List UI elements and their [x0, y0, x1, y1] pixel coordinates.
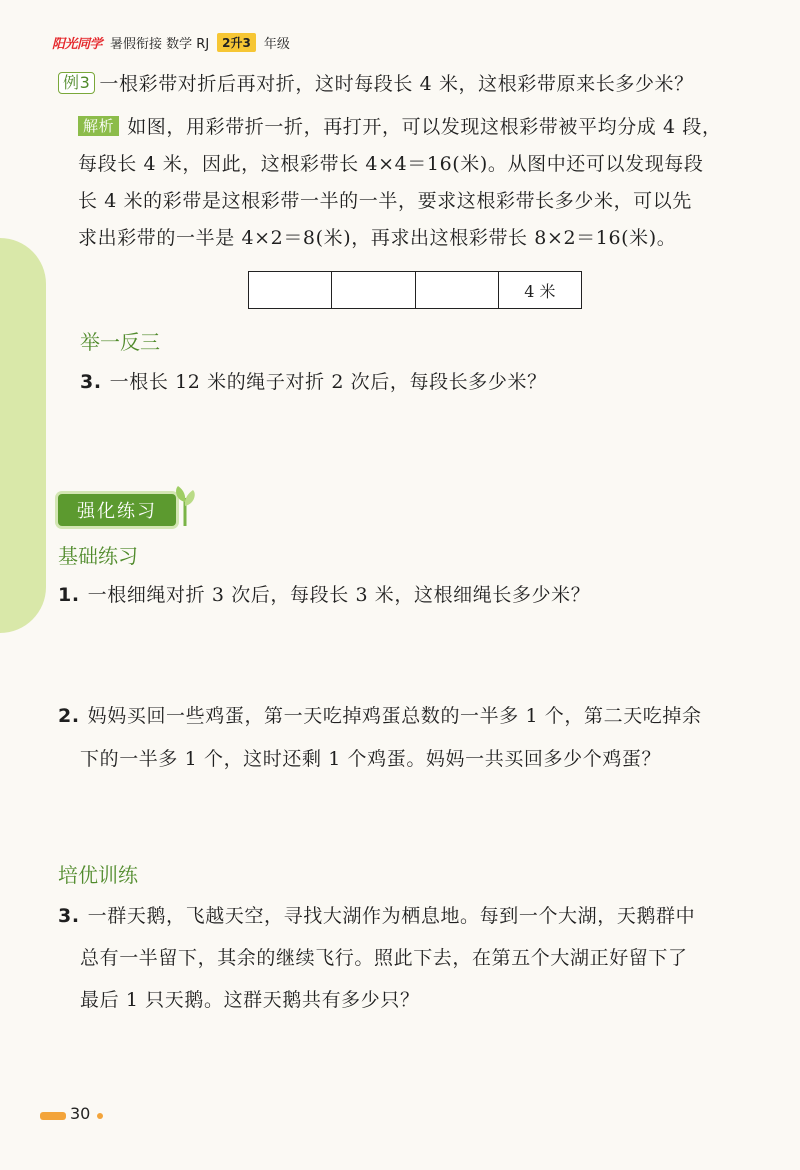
practice-item — [80, 364, 547, 401]
item-text: 一根长 12 米的绳子对折 2 次后，每段长多少米？ — [109, 371, 547, 393]
analysis-line-2: 每段长 4 米，因此，这根彩带长 4×4＝16(米)。从图中还可以发现每段 — [78, 153, 704, 175]
ribbon-diagram — [248, 271, 582, 309]
section-heading-advanced: 培优训练 — [58, 863, 138, 887]
footer-accent-dot — [97, 1113, 103, 1119]
advanced-item-3-line-2: 总有一半留下，其余的继续飞行。照此下去，在第五个大湖正好留下了 — [80, 947, 688, 969]
item-text: 一群天鹅，飞越天空，寻找大湖作为栖息地。每到一个大湖，天鹅群中 — [87, 905, 696, 927]
item-number: 2. — [58, 705, 80, 727]
analysis-line-4: 求出彩带的一半是 4×2＝8(米)，再求出这根彩带长 8×2＝16(米)。 — [78, 227, 677, 249]
example-tag: 例3 — [58, 72, 95, 94]
page-header — [52, 30, 290, 54]
brand-logo: 阳光同学 — [52, 36, 103, 52]
book-title: 暑假衔接 数学 RJ — [110, 36, 210, 52]
analysis-text-1: 如图，用彩带折一折，再打开，可以发现这根彩带被平均分成 4 段， — [127, 116, 722, 138]
sprout-icon — [172, 484, 198, 528]
basic-item-1 — [58, 577, 590, 614]
footer-accent-bar — [40, 1112, 66, 1120]
item-text: 妈妈买回一些鸡蛋，第一天吃掉鸡蛋总数的一半多 1 个，第二天吃掉余 — [87, 705, 702, 727]
grade-suffix: 年级 — [263, 36, 290, 52]
reinforce-banner: 强化练习 — [58, 494, 176, 526]
page-number: 30 — [70, 1104, 91, 1123]
item-number: 1. — [58, 584, 80, 606]
advanced-item-3-line-3: 最后 1 只天鹅。这群天鹅共有多少只？ — [80, 989, 420, 1011]
basic-item-2-continued: 下的一半多 1 个，这时还剩 1 个鸡蛋。妈妈一共买回多少个鸡蛋？ — [80, 748, 662, 770]
item-number: 3. — [58, 905, 80, 927]
segment-length-label: 4 米 — [524, 281, 556, 301]
section-heading-basic: 基础练习 — [58, 544, 138, 568]
ribbon-segment — [249, 272, 332, 308]
basic-item-2 — [58, 698, 702, 735]
item-text: 一根细绳对折 3 次后，每段长 3 米，这根细绳长多少米？ — [87, 584, 591, 606]
item-number: 3. — [80, 371, 102, 393]
section-heading-practice: 举一反三 — [80, 330, 160, 354]
advanced-item-3 — [58, 898, 695, 935]
ribbon-segment-labeled — [499, 272, 581, 308]
grade-badge: 2升3 — [217, 33, 256, 52]
analysis-line-3: 长 4 米的彩带是这根彩带一半的一半，要求这根彩带长多少米，可以先 — [78, 190, 692, 212]
example-question-text: 一根彩带对折后再对折，这时每段长 4 米，这根彩带原来长多少米？ — [99, 73, 694, 95]
analysis-tag: 解析 — [78, 116, 119, 136]
example-question — [58, 66, 694, 103]
ribbon-segment — [332, 272, 415, 308]
analysis-line-1 — [78, 109, 722, 146]
ribbon-segment — [416, 272, 499, 308]
side-decoration-band — [0, 238, 46, 633]
